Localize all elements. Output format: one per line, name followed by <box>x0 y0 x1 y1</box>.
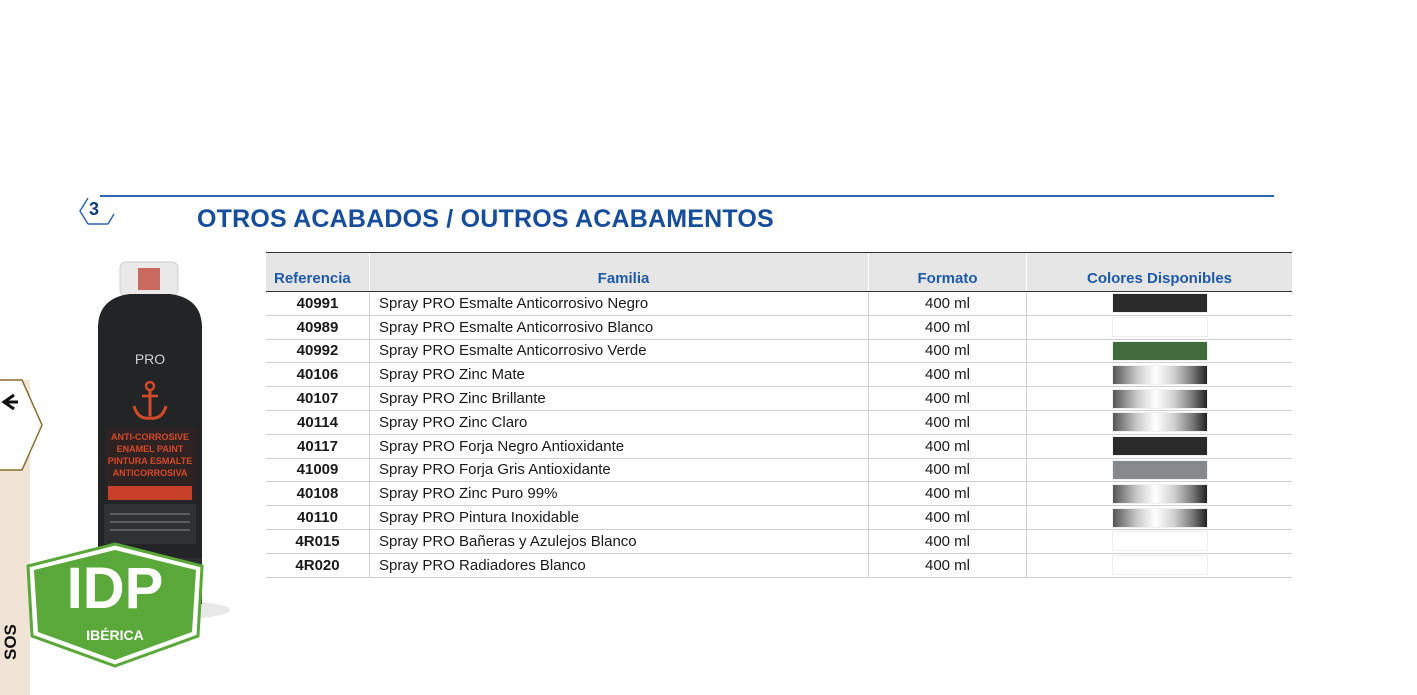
cell-referencia: 40110 <box>266 506 370 530</box>
cell-referencia: 4R020 <box>266 553 370 577</box>
cell-formato: 400 ml <box>869 339 1027 363</box>
cell-color <box>1027 553 1293 577</box>
color-swatch <box>1112 341 1208 361</box>
color-swatch <box>1112 555 1208 575</box>
svg-text:PINTURA ESMALTE: PINTURA ESMALTE <box>107 456 193 466</box>
header-formato: Formato <box>869 253 1027 292</box>
color-swatch <box>1112 460 1208 480</box>
cell-formato: 400 ml <box>869 434 1027 458</box>
table-row <box>266 410 1292 434</box>
color-swatch <box>1112 389 1208 409</box>
table-row <box>266 482 1292 506</box>
cell-formato: 400 ml <box>869 529 1027 553</box>
color-swatch <box>1112 484 1208 504</box>
cell-familia: Spray PRO Zinc Puro 99% <box>370 482 869 506</box>
cell-formato: 400 ml <box>869 315 1027 339</box>
header-referencia: Referencia <box>266 253 370 292</box>
color-swatch <box>1112 412 1208 432</box>
idp-iberica-logo <box>22 538 208 672</box>
cell-formato: 400 ml <box>869 410 1027 434</box>
header-familia: Familia <box>370 253 869 292</box>
cell-familia: Spray PRO Forja Gris Antioxidante <box>370 458 869 482</box>
table-header-row <box>266 253 1292 292</box>
table-row <box>266 458 1292 482</box>
cell-formato: 400 ml <box>869 363 1027 387</box>
cell-familia: Spray PRO Bañeras y Azulejos Blanco <box>370 529 869 553</box>
cell-color <box>1027 458 1293 482</box>
table-row <box>266 339 1292 363</box>
table-row <box>266 292 1292 316</box>
svg-text:ANTICORROSIVA: ANTICORROSIVA <box>112 468 188 478</box>
cell-familia: Spray PRO Zinc Mate <box>370 363 869 387</box>
section-number: 3 <box>89 199 100 219</box>
cell-familia: Spray PRO Esmalte Anticorrosivo Blanco <box>370 315 869 339</box>
cell-color <box>1027 363 1293 387</box>
cell-referencia: 40117 <box>266 434 370 458</box>
cell-formato: 400 ml <box>869 458 1027 482</box>
cell-familia: Spray PRO Zinc Brillante <box>370 387 869 411</box>
cell-referencia: 40106 <box>266 363 370 387</box>
logo-subtext: IBÉRICA <box>86 627 144 643</box>
cell-referencia: 40989 <box>266 315 370 339</box>
section-number-badge <box>78 196 118 226</box>
color-swatch <box>1112 317 1208 337</box>
cell-color <box>1027 482 1293 506</box>
cell-referencia: 40107 <box>266 387 370 411</box>
cell-color <box>1027 339 1293 363</box>
cell-referencia: 40992 <box>266 339 370 363</box>
color-swatch <box>1112 293 1208 313</box>
table-row <box>266 529 1292 553</box>
product-brand: PRO <box>134 351 166 367</box>
side-tab-label: SOS <box>1 624 20 660</box>
cell-referencia: 40991 <box>266 292 370 316</box>
table-row <box>266 315 1292 339</box>
table-row <box>266 553 1292 577</box>
svg-text:ANTI-CORROSIVE: ANTI-CORROSIVE <box>110 432 190 442</box>
section-rule <box>100 195 1274 197</box>
cell-familia: Spray PRO Forja Negro Antioxidante <box>370 434 869 458</box>
color-swatch <box>1112 365 1208 385</box>
cell-referencia: 4R015 <box>266 529 370 553</box>
cell-color <box>1027 434 1293 458</box>
cell-referencia: 40108 <box>266 482 370 506</box>
svg-text:ENAMEL PAINT: ENAMEL PAINT <box>116 444 184 454</box>
header-colores: Colores Disponibles <box>1027 253 1293 292</box>
table-row <box>266 506 1292 530</box>
cell-formato: 400 ml <box>869 553 1027 577</box>
cell-familia: Spray PRO Esmalte Anticorrosivo Verde <box>370 339 869 363</box>
color-swatch <box>1112 508 1208 528</box>
cell-color <box>1027 387 1293 411</box>
products-table <box>266 252 1292 578</box>
cell-formato: 400 ml <box>869 292 1027 316</box>
logo-text: IDP <box>66 556 164 621</box>
side-tab-shape[interactable] <box>0 378 44 472</box>
section-title: OTROS ACABADOS / OUTROS ACABAMENTOS <box>197 205 774 233</box>
color-swatch <box>1112 531 1208 551</box>
color-swatch <box>1112 436 1208 456</box>
cell-color <box>1027 506 1293 530</box>
cell-referencia: 41009 <box>266 458 370 482</box>
cell-familia: Spray PRO Esmalte Anticorrosivo Negro <box>370 292 869 316</box>
cell-color <box>1027 315 1293 339</box>
cell-familia: Spray PRO Radiadores Blanco <box>370 553 869 577</box>
cell-formato: 400 ml <box>869 387 1027 411</box>
table-row <box>266 363 1292 387</box>
cell-color <box>1027 292 1293 316</box>
table-row <box>266 387 1292 411</box>
cell-color <box>1027 410 1293 434</box>
cell-referencia: 40114 <box>266 410 370 434</box>
cell-formato: 400 ml <box>869 506 1027 530</box>
cell-formato: 400 ml <box>869 482 1027 506</box>
cell-familia: Spray PRO Pintura Inoxidable <box>370 506 869 530</box>
cell-familia: Spray PRO Zinc Claro <box>370 410 869 434</box>
table-row <box>266 434 1292 458</box>
cell-color <box>1027 529 1293 553</box>
